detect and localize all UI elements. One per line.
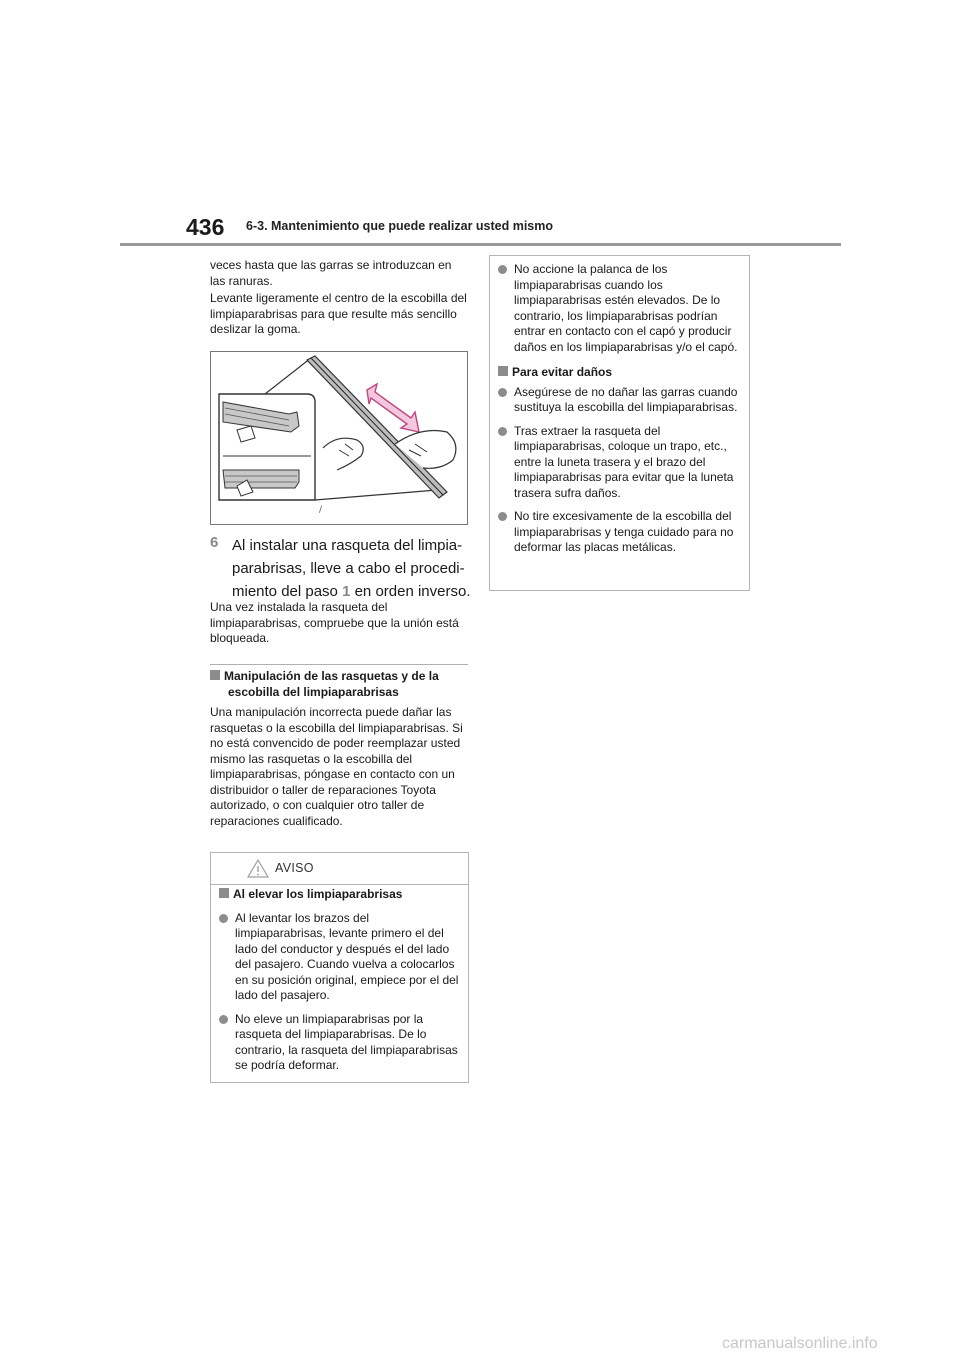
warning-heading-text: Al elevar los limpiaparabrisas: [233, 887, 403, 901]
list-item-text: Tras extraer la rasqueta del limpiaparabrisas, coloque un trapo, etc., entre la luneta trasera y el brazo del limpiaparabrisas para evitar que la luneta trasera sufra daños.: [514, 423, 734, 500]
step-number: 6: [210, 534, 219, 551]
blade-edge: [311, 358, 443, 495]
list-item-text: Asegúrese de no dañar las garras cuando sustituya la escobilla del limpiaparabrisas.: [514, 384, 738, 414]
wiper-blade-diagram: [211, 352, 467, 524]
step-6-note: Una vez instalada la rasqueta del limpiaparabrisas, compruebe que la unión está bloqueada.: [210, 600, 459, 645]
step-reference: 1: [342, 583, 351, 600]
list-item-text: No eleve un limpiaparabrisas por la rasqueta del limpiaparabrisas. De lo contrario, la rasqueta del limpiaparabrisas se podría deformar.: [235, 1011, 458, 1072]
leader-line: [315, 490, 437, 500]
list-item: [498, 509, 741, 556]
rubber-strip-bottom: [223, 470, 299, 488]
list-item-text: No tire excesivamente de la escobilla del limpiaparabrisas y tenga cuidado para no deformar las placas metálicas.: [514, 509, 734, 554]
paragraph-claws: veces hasta que las garras se introduzcan en las ranuras.: [210, 258, 452, 288]
warning-box: [210, 852, 469, 1083]
bullet-icon: [498, 265, 507, 274]
damage-heading: [498, 365, 741, 381]
square-bullet-icon: [498, 366, 508, 376]
warning-heading: [219, 887, 460, 903]
step-text-part: Al instalar una rasqueta del limpiaparabrisas, lleve a cabo el procedimiento del paso: [232, 537, 465, 600]
header-rule: [120, 243, 841, 246]
bullet-icon: [498, 512, 507, 521]
handling-heading: [210, 669, 470, 700]
page-number: 436: [186, 214, 225, 240]
step-6: [210, 534, 472, 603]
list-item: [498, 262, 741, 355]
bullet-icon: [219, 1015, 228, 1024]
list-item: [498, 424, 741, 502]
list-item: [498, 385, 741, 416]
square-bullet-icon: [210, 670, 220, 680]
bullet-icon: [219, 914, 228, 923]
heading-line: escobilla del limpiaparabrisas: [228, 684, 399, 699]
leader-line: [265, 358, 311, 394]
step-text: [232, 534, 472, 603]
bullet-icon: [498, 388, 507, 397]
label-mark: /: [319, 505, 323, 515]
handling-body: Una manipulación incorrecta puede dañar las rasquetas o la escobilla del limpiaparabrisas. Si no está convencido de poder reemplazar usted mismo las rasquetas o la escobilla del limpiaparabrisas, póngase en contacto con un distribuidor o taller de reparaciones Toyota autorizado, o con cualquier otro taller de reparaciones cualificado.: [210, 705, 463, 828]
bullet-icon: [498, 427, 507, 436]
warning-box-continued: [489, 255, 750, 591]
step-text-part: en orden inverso.: [350, 583, 471, 600]
square-bullet-icon: [219, 888, 229, 898]
paragraph-lift-center: Levante ligeramente el centro de la escobilla del limpiaparabrisas para que resulte más sencillo deslizar la goma.: [210, 291, 467, 336]
heading-line: Manipulación de las rasquetas y de la: [224, 669, 439, 683]
left-hand: [323, 438, 363, 470]
warning-content: [211, 887, 468, 1074]
list-item-text: No accione la palanca de los limpiaparabrisas cuando los limpiaparabrisas estén elevados. De lo contrario, los limpiaparabrisas podrían entrar en contacto con el capó y producir daños en los limpiaparabrisas y/o el capó.: [514, 262, 738, 354]
wiper-illustration: [210, 351, 468, 525]
watermark: carmanualsonline.info: [722, 1335, 878, 1352]
warning-triangle-icon: [247, 859, 269, 878]
list-item-text: Al levantar los brazos del limpiaparabrisas, levante primero el del lado del conductor y después el del lado del pasajero. Cuando vuelva a colocarlos en su posición original, empiece por el del lado del pasajero.: [235, 910, 459, 1002]
section-divider: [210, 664, 468, 665]
right-hand: [395, 431, 456, 469]
warning-title: AVISO: [275, 861, 314, 875]
section-title: 6-3. Mantenimiento que puede realizar usted mismo: [246, 219, 554, 233]
warning-header: [211, 853, 468, 885]
warning-content: [490, 262, 749, 556]
damage-heading-text: Para evitar daños: [512, 365, 613, 379]
list-item: [219, 1012, 460, 1074]
list-item: [219, 911, 460, 1004]
